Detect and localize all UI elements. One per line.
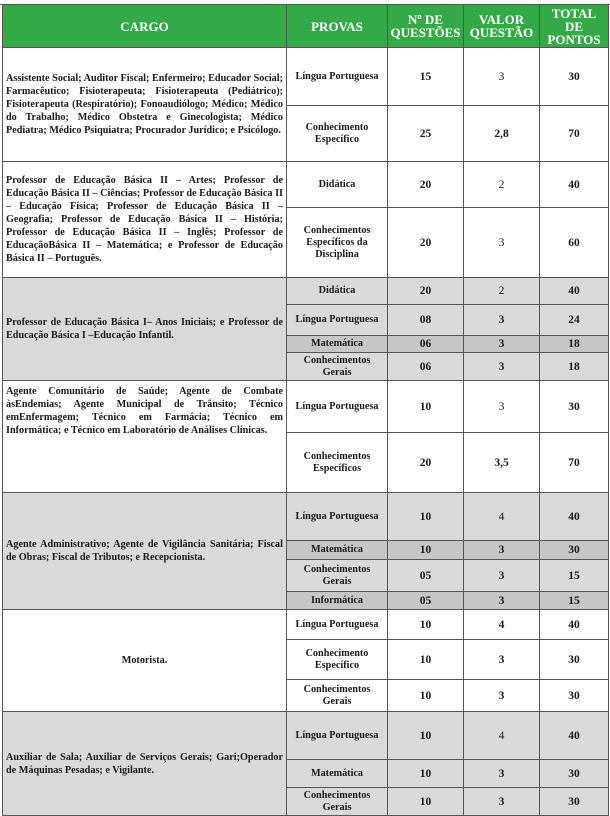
- total-cell: 30: [540, 541, 609, 560]
- total-cell: 40: [540, 610, 609, 640]
- total-cell: 24: [540, 305, 609, 336]
- valor-cell: 3: [464, 788, 540, 816]
- total-cell: 30: [540, 640, 609, 680]
- prova-cell: Didática: [287, 162, 388, 208]
- prova-cell: Conhecimentos Específicos da Disciplina: [287, 208, 388, 278]
- valor-cell: 3: [464, 381, 540, 433]
- total-cell: 70: [540, 106, 609, 162]
- questoes-cell: 05: [388, 592, 464, 610]
- valor-cell: 2: [464, 278, 540, 305]
- header-questoes: Nº DE QUESTÕES: [388, 5, 464, 48]
- prova-cell: Matemática: [287, 541, 388, 560]
- prova-cell: Conhecimentos Específicos: [287, 433, 388, 493]
- questoes-cell: 08: [388, 305, 464, 336]
- valor-cell: 4: [464, 712, 540, 760]
- questoes-cell: 05: [388, 560, 464, 592]
- prova-cell: Matemática: [287, 336, 388, 353]
- header-row: [3, 5, 609, 48]
- prova-cell: Língua Portuguesa: [287, 610, 388, 640]
- cargo-cell: Assistente Social; Auditor Fiscal; Enfermeiro; Educador Social; Farmacêutico; Fisioterapeuta; Fisioterapeuta (Pediátrico); Fisioterapeuta (Respiratório); Fonoaudiólogo; Médico; Médico do Trabalho; Médico Obstetra e Ginecologista; Médico Pediatra; Médico Psiquiatra; Procurador Jurídico; e Psicólogo.: [3, 48, 287, 162]
- valor-cell: 3,5: [464, 433, 540, 493]
- header-valor: VALOR QUESTÃO: [464, 5, 540, 48]
- exam-table: [2, 4, 609, 816]
- header-cargo: CARGO: [3, 5, 287, 48]
- questoes-cell: 25: [388, 106, 464, 162]
- valor-cell: 3: [464, 560, 540, 592]
- questoes-cell: 10: [388, 788, 464, 816]
- valor-cell: 3: [464, 305, 540, 336]
- valor-cell: 2: [464, 162, 540, 208]
- total-cell: 40: [540, 278, 609, 305]
- cargo-cell: Agente Administrativo; Agente de Vigilância Sanitária; Fiscal de Obras; Fiscal de Tributos; e Recepcionista.: [3, 493, 287, 610]
- questoes-cell: 20: [388, 433, 464, 493]
- total-cell: 40: [540, 162, 609, 208]
- questoes-cell: 10: [388, 640, 464, 680]
- total-cell: 30: [540, 680, 609, 712]
- questoes-cell: 10: [388, 541, 464, 560]
- header-provas: PROVAS: [287, 5, 388, 48]
- total-cell: 30: [540, 760, 609, 788]
- total-cell: 40: [540, 712, 609, 760]
- valor-cell: 3: [464, 353, 540, 381]
- total-cell: 30: [540, 48, 609, 106]
- total-cell: 40: [540, 493, 609, 541]
- total-cell: 15: [540, 592, 609, 610]
- questoes-cell: 10: [388, 493, 464, 541]
- prova-cell: Conhecimento Específico: [287, 106, 388, 162]
- questoes-cell: 20: [388, 278, 464, 305]
- table-row: [3, 712, 609, 760]
- cargo-cell: Agente Comunitário de Saúde; Agente de Combate àsEndemias; Agente Municipal de Trânsito; Técnico emEnfermagem; Técnico em Farmácia; Técnico em Informática; e Técnico em Laboratório de Análises Clínicas.: [3, 381, 287, 493]
- prova-cell: Matemática: [287, 760, 388, 788]
- questoes-cell: 10: [388, 712, 464, 760]
- table-row: [3, 381, 609, 433]
- total-cell: 18: [540, 353, 609, 381]
- valor-cell: 2,8: [464, 106, 540, 162]
- valor-cell: 3: [464, 208, 540, 278]
- valor-cell: 3: [464, 48, 540, 106]
- prova-cell: Língua Portuguesa: [287, 712, 388, 760]
- cargo-cell: Motorista.: [3, 610, 287, 712]
- questoes-cell: 10: [388, 680, 464, 712]
- prova-cell: Conhecimentos Gerais: [287, 353, 388, 381]
- valor-cell: 3: [464, 680, 540, 712]
- total-cell: 70: [540, 433, 609, 493]
- total-cell: 60: [540, 208, 609, 278]
- prova-cell: Informática: [287, 592, 388, 610]
- valor-cell: 4: [464, 493, 540, 541]
- prova-cell: Conhecimentos Gerais: [287, 788, 388, 816]
- prova-cell: Conhecimentos Gerais: [287, 680, 388, 712]
- total-cell: 30: [540, 381, 609, 433]
- cargo-cell: Professor de Educação Básica I– Anos Iniciais; e Professor de Educação Básica I –Educação Infantil.: [3, 278, 287, 381]
- total-cell: 15: [540, 560, 609, 592]
- valor-cell: 3: [464, 541, 540, 560]
- cargo-cell: Professor de Educação Básica II – Artes; Professor de Educação Básica II – Ciências; Professor de Educação Básica II – Educação Física; Professor de Educação Básica II – Geografia; Professor de Educação Básica II – História; Professor de Educação Básica II – Inglês; Professor de EducaçãoBásica II – Matemática; e Professor de Educação Básica II – Português.: [3, 162, 287, 278]
- questoes-cell: 15: [388, 48, 464, 106]
- table-row: [3, 48, 609, 106]
- total-cell: 30: [540, 788, 609, 816]
- questoes-cell: 20: [388, 162, 464, 208]
- cargo-cell: Auxiliar de Sala; Auxiliar de Serviços Gerais; Gari;Operador de Máquinas Pesadas; e Vigilante.: [3, 712, 287, 816]
- questoes-cell: 20: [388, 208, 464, 278]
- valor-cell: 3: [464, 592, 540, 610]
- table-row: [3, 278, 609, 305]
- prova-cell: Língua Portuguesa: [287, 48, 388, 106]
- header-total: TOTAL DE PONTOS: [540, 5, 609, 48]
- valor-cell: 3: [464, 640, 540, 680]
- questoes-cell: 10: [388, 610, 464, 640]
- questoes-cell: 06: [388, 336, 464, 353]
- questoes-cell: 10: [388, 760, 464, 788]
- table-row: [3, 162, 609, 208]
- prova-cell: Conhecimentos Gerais: [287, 560, 388, 592]
- table-row: [3, 493, 609, 541]
- prova-cell: Língua Portuguesa: [287, 493, 388, 541]
- valor-cell: 3: [464, 760, 540, 788]
- valor-cell: 3: [464, 336, 540, 353]
- prova-cell: Língua Portuguesa: [287, 381, 388, 433]
- questoes-cell: 06: [388, 353, 464, 381]
- prova-cell: Língua Portuguesa: [287, 305, 388, 336]
- valor-cell: 4: [464, 610, 540, 640]
- prova-cell: Didática: [287, 278, 388, 305]
- table-row: [3, 610, 609, 640]
- prova-cell: Conhecimento Específico: [287, 640, 388, 680]
- total-cell: 18: [540, 336, 609, 353]
- questoes-cell: 10: [388, 381, 464, 433]
